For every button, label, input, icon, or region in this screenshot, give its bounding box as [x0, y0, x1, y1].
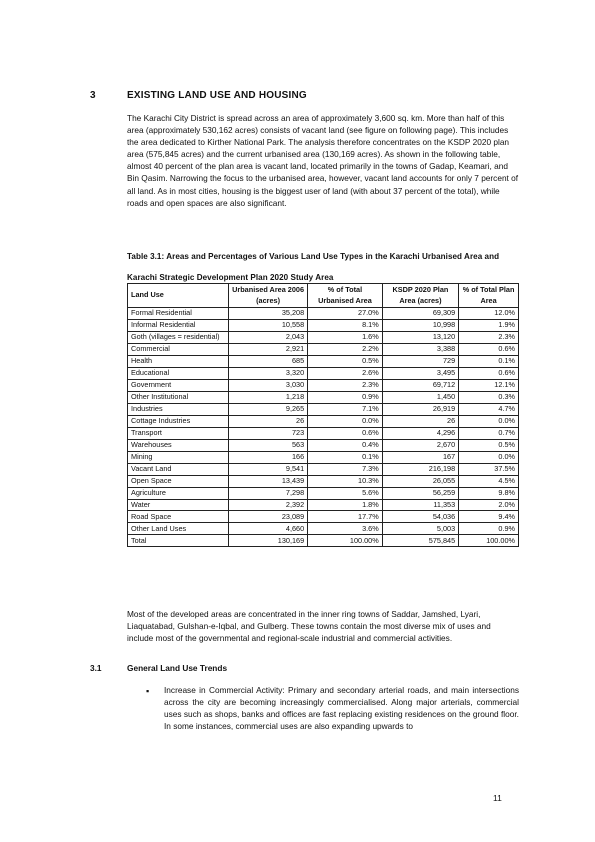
table-row — [128, 523, 519, 535]
land-use-cell: Industries — [128, 403, 229, 415]
subsection-number: 3.1 — [90, 663, 102, 673]
table-row — [128, 319, 519, 331]
page-number: 11 — [493, 793, 502, 803]
land-use-cell: Government — [128, 379, 229, 391]
land-use-cell: Transport — [128, 427, 229, 439]
land-use-cell: Cottage Industries — [128, 415, 229, 427]
value-cell: 0.1% — [459, 355, 519, 367]
value-cell: 0.0% — [308, 415, 383, 427]
land-use-cell: Water — [128, 499, 229, 511]
value-cell: 12.1% — [459, 379, 519, 391]
value-cell: 3,388 — [382, 343, 458, 355]
value-cell: 1.8% — [308, 499, 383, 511]
value-cell: 10.3% — [308, 475, 383, 487]
value-cell: 10,558 — [229, 319, 308, 331]
value-cell: 13,120 — [382, 331, 458, 343]
table-row — [128, 535, 519, 547]
value-cell: 167 — [382, 451, 458, 463]
table-caption: Table 3.1: Areas and Percentages of Various Land Use Types in the Karachi Urbanised Area and Karachi Strategic Development Plan 2020 Study Area — [127, 252, 500, 282]
section-title: EXISTING LAND USE AND HOUSING — [127, 90, 307, 101]
bullet-marker: ▪ — [146, 686, 150, 696]
land-use-cell: Health — [128, 355, 229, 367]
section-number: 3 — [90, 90, 96, 101]
value-cell: 729 — [382, 355, 458, 367]
value-cell: 0.0% — [459, 451, 519, 463]
value-cell: 9,541 — [229, 463, 308, 475]
value-cell: 56,259 — [382, 487, 458, 499]
value-cell: 0.6% — [308, 427, 383, 439]
value-cell: 26 — [229, 415, 308, 427]
value-cell: 1,450 — [382, 391, 458, 403]
value-cell: 9,265 — [229, 403, 308, 415]
table-row — [128, 331, 519, 343]
table-row — [128, 367, 519, 379]
land-use-cell: Warehouses — [128, 439, 229, 451]
header-urbanised-area: Urbanised Area 2006 (acres) — [229, 284, 308, 308]
table-row — [128, 451, 519, 463]
value-cell: 26 — [382, 415, 458, 427]
value-cell: 2,043 — [229, 331, 308, 343]
value-cell: 69,712 — [382, 379, 458, 391]
value-cell: 2.3% — [459, 331, 519, 343]
land-use-cell: Mining — [128, 451, 229, 463]
value-cell: 0.5% — [459, 439, 519, 451]
header-pct-plan: % of Total Plan Area — [459, 284, 519, 308]
value-cell: 13,439 — [229, 475, 308, 487]
value-cell: 100.00% — [308, 535, 383, 547]
value-cell: 1.6% — [308, 331, 383, 343]
value-cell: 2.6% — [308, 367, 383, 379]
value-cell: 27.0% — [308, 308, 383, 320]
value-cell: 2.2% — [308, 343, 383, 355]
value-cell: 26,919 — [382, 403, 458, 415]
value-cell: 2,670 — [382, 439, 458, 451]
land-use-cell: Other Institutional — [128, 391, 229, 403]
value-cell: 723 — [229, 427, 308, 439]
bullet-text: Increase in Commercial Activity: Primary and secondary arterial roads, and main intersections across the city are becoming increasingly commercialised. Along major arterials, commercial uses such as shops, banks and offices are fast replacing existing residences on the ground floor. In some instances, commercial uses are also expanding upwards to — [164, 685, 519, 732]
land-use-cell: Informal Residential — [128, 319, 229, 331]
value-cell: 0.9% — [459, 523, 519, 535]
table-row — [128, 391, 519, 403]
value-cell: 10,998 — [382, 319, 458, 331]
table-row — [128, 343, 519, 355]
value-cell: 3,495 — [382, 367, 458, 379]
table-row — [128, 511, 519, 523]
value-cell: 7.3% — [308, 463, 383, 475]
value-cell: 685 — [229, 355, 308, 367]
table-row — [128, 308, 519, 320]
intro-paragraph: The Karachi City District is spread across an area of approximately 3,600 sq. km. More than half of this area (approximately 530,162 acres) consists of vacant land (see figure on following page). This includes the area dedicated to Kirther National Park. The analysis therefore concentrates on the KSDP 2020 plan area (575,845 acres) and the current urbanised area (130,169 acres). As shown in the following table, almost 40 percent of the plan area is vacant land, located primarily in the towns of Gadap, Keamari, and Bin Qasim. Narrowing the focus to the urbanised area, however, vacant land accounts for only 7 percent of all land. As in most cities, housing is the biggest user of land (with about 37 percent of the total), while roads and open spaces are also significant. — [127, 113, 519, 208]
land-use-cell: Other Land Uses — [128, 523, 229, 535]
value-cell: 0.7% — [459, 427, 519, 439]
subsection-heading — [90, 663, 227, 673]
value-cell: 3,320 — [229, 367, 308, 379]
value-cell: 23,089 — [229, 511, 308, 523]
table-row — [128, 499, 519, 511]
table-row — [128, 439, 519, 451]
value-cell: 17.7% — [308, 511, 383, 523]
table-header-row — [128, 284, 519, 308]
table-body — [128, 308, 519, 547]
value-cell: 2.3% — [308, 379, 383, 391]
land-use-cell: Formal Residential — [128, 308, 229, 320]
value-cell: 35,208 — [229, 308, 308, 320]
value-cell: 1.9% — [459, 319, 519, 331]
value-cell: 9.4% — [459, 511, 519, 523]
value-cell: 12.0% — [459, 308, 519, 320]
value-cell: 11,353 — [382, 499, 458, 511]
value-cell: 54,036 — [382, 511, 458, 523]
value-cell: 7.1% — [308, 403, 383, 415]
value-cell: 563 — [229, 439, 308, 451]
value-cell: 37.5% — [459, 463, 519, 475]
value-cell: 0.0% — [459, 415, 519, 427]
value-cell: 7,298 — [229, 487, 308, 499]
value-cell: 130,169 — [229, 535, 308, 547]
table-row — [128, 379, 519, 391]
value-cell: 4.5% — [459, 475, 519, 487]
header-land-use: Land Use — [128, 284, 229, 308]
value-cell: 5.6% — [308, 487, 383, 499]
table-row — [128, 415, 519, 427]
header-ksdp-area: KSDP 2020 Plan Area (acres) — [382, 284, 458, 308]
value-cell: 3,030 — [229, 379, 308, 391]
value-cell: 216,198 — [382, 463, 458, 475]
value-cell: 0.5% — [308, 355, 383, 367]
value-cell: 4,660 — [229, 523, 308, 535]
table-row — [128, 403, 519, 415]
land-use-cell: Goth (villages = residential) — [128, 331, 229, 343]
value-cell: 5,003 — [382, 523, 458, 535]
land-use-cell: Road Space — [128, 511, 229, 523]
section-heading — [90, 90, 307, 101]
header-pct-urbanised: % of Total Urbanised Area — [308, 284, 383, 308]
value-cell: 0.4% — [308, 439, 383, 451]
value-cell: 69,309 — [382, 308, 458, 320]
subsection-title: General Land Use Trends — [127, 663, 228, 673]
table-row — [128, 487, 519, 499]
value-cell: 2,921 — [229, 343, 308, 355]
value-cell: 0.1% — [308, 451, 383, 463]
value-cell: 166 — [229, 451, 308, 463]
value-cell: 2.0% — [459, 499, 519, 511]
value-cell: 0.6% — [459, 343, 519, 355]
land-use-cell: Educational — [128, 367, 229, 379]
value-cell: 26,055 — [382, 475, 458, 487]
table-row — [128, 463, 519, 475]
value-cell: 4,296 — [382, 427, 458, 439]
land-use-table — [127, 283, 519, 547]
land-use-cell: Open Space — [128, 475, 229, 487]
value-cell: 8.1% — [308, 319, 383, 331]
table-row — [128, 355, 519, 367]
land-use-cell: Total — [128, 535, 229, 547]
developed-areas-paragraph: Most of the developed areas are concentrated in the inner ring towns of Saddar, Jamshed, Lyari, Liaquatabad, Gulshan-e-Iqbal, and Gulberg. These towns contain the most diverse mix of uses and include most of the governmental and regional-scale industrial and commercial activities. — [127, 609, 491, 644]
value-cell: 1,218 — [229, 391, 308, 403]
value-cell: 4.7% — [459, 403, 519, 415]
value-cell: 0.3% — [459, 391, 519, 403]
value-cell: 3.6% — [308, 523, 383, 535]
value-cell: 0.9% — [308, 391, 383, 403]
land-use-cell: Agriculture — [128, 487, 229, 499]
value-cell: 2,392 — [229, 499, 308, 511]
land-use-cell: Vacant Land — [128, 463, 229, 475]
value-cell: 575,845 — [382, 535, 458, 547]
value-cell: 0.6% — [459, 367, 519, 379]
value-cell: 9.8% — [459, 487, 519, 499]
land-use-cell: Commercial — [128, 343, 229, 355]
value-cell: 100.00% — [459, 535, 519, 547]
table-row — [128, 427, 519, 439]
table-row — [128, 475, 519, 487]
